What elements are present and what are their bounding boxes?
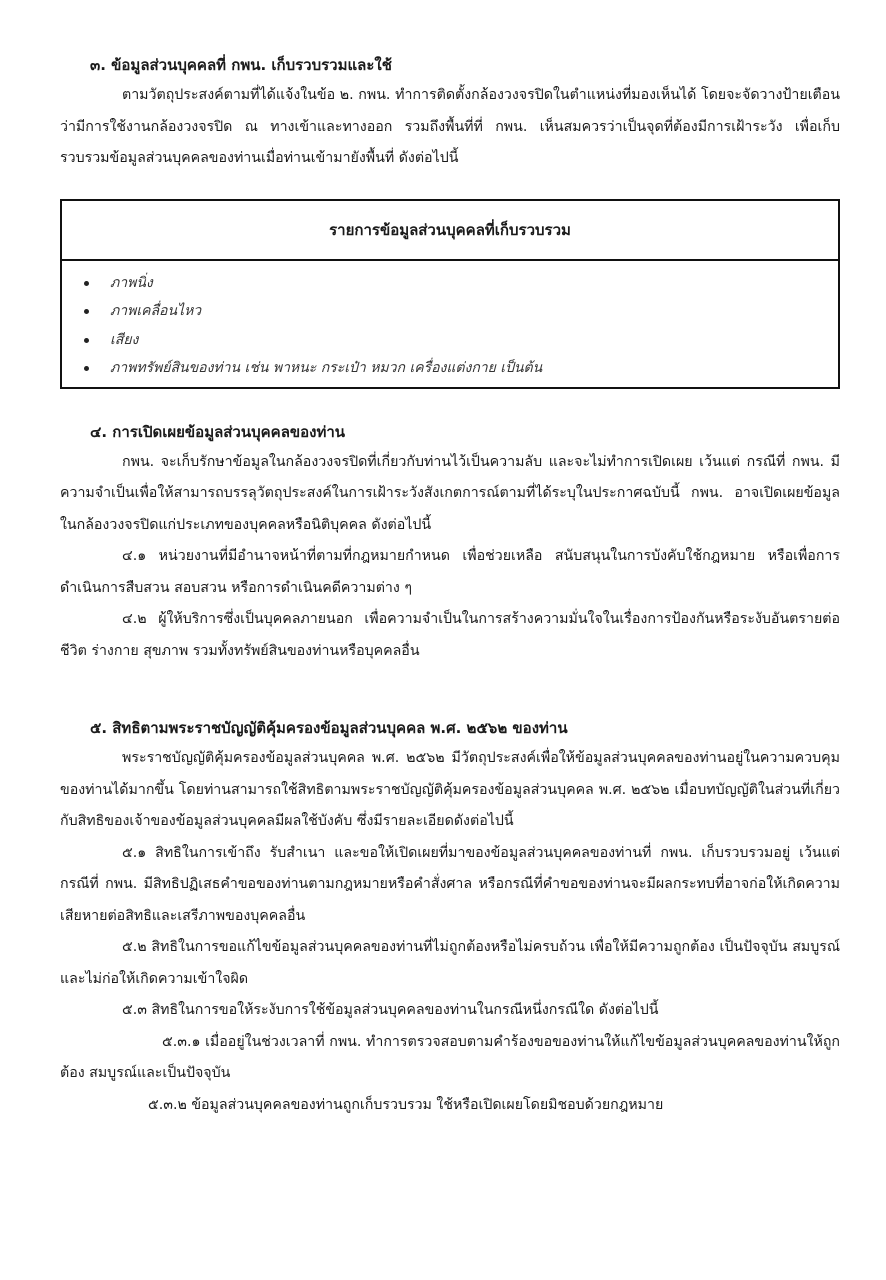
collected-data-table-header: รายการข้อมูลส่วนบุคคลที่เก็บรวบรวม xyxy=(62,201,838,261)
bullet-icon xyxy=(84,309,89,314)
list-item-text: ภาพเคลื่อนไหว xyxy=(110,303,202,319)
section-3 xyxy=(60,52,840,175)
section-5-item-3: ๕.๓ สิทธิในการขอให้ระงับการใช้ข้อมูลส่วนบุคคลของท่านในกรณีหนึ่งกรณีใด ดังต่อไปนี้ xyxy=(122,1002,659,1018)
section-4-body: กพน. จะเก็บรักษาข้อมูลในกล้องวงจรปิดที่เกี่ยวกับท่านไว้เป็นความลับ และจะไม่ทำการเปิดเผย เว้นแต่ กรณีที่ กพน. มีความจำเป็นเพื่อให้สามารถบรรลุวัตถุประสงค์ในการเฝ้าระวังสังเกตการณ์ตามที่ได้ระบุในประกาศฉบับนี้ กพน. อาจเปิดเผยข้อมูลในกล้องวงจรปิดแก่ประเภทของบุคคลหรือนิติบุคคล ดังต่อไปนี้ xyxy=(60,453,840,533)
section-5-heading: ๕. สิทธิตามพระราชบัญญัติคุ้มครองข้อมูลส่วนบุคคล พ.ศ. ๒๕๖๒ ของท่าน xyxy=(90,719,568,737)
list-item xyxy=(62,354,838,383)
section-5-item-2: ๕.๒ สิทธิในการขอแก้ไขข้อมูลส่วนบุคคลของท่านที่ไม่ถูกต้องหรือไม่ครบถ้วน เพื่อให้มีความถูกต้อง เป็นปัจจุบัน สมบูรณ์ และไม่ก่อให้เกิดความเข้าใจผิด xyxy=(60,939,840,987)
section-5-item-3-1: ๕.๓.๑ เมื่ออยู่ในช่วงเวลาที่ กพน. ทำการตรวจสอบตามคำร้องขอของท่านให้แก้ไขข้อมูลส่วนบุคคลของท่านให้ถูกต้อง สมบูรณ์และเป็นปัจจุบัน xyxy=(60,1033,840,1081)
section-3-heading: ๓. ข้อมูลส่วนบุคคลที่ กพน. เก็บรวบรวมและใช้ xyxy=(90,56,392,74)
bullet-icon xyxy=(84,281,89,286)
list-item-text: ภาพทรัพย์สินของท่าน เช่น พาหนะ กระเป๋า หมวก เครื่องแต่งกาย เป็นต้น xyxy=(110,360,543,376)
section-5-item-3-2: ๕.๓.๒ ข้อมูลส่วนบุคคลของท่านถูกเก็บรวบรวม ใช้หรือเปิดเผยโดยมิชอบด้วยกฎหมาย xyxy=(148,1096,664,1113)
list-item-text: ภาพนิ่ง xyxy=(110,274,153,291)
bullet-icon xyxy=(84,338,89,343)
section-5-body: พระราชบัญญัติคุ้มครองข้อมูลส่วนบุคคล พ.ศ. ๒๕๖๒ มีวัตถุประสงค์เพื่อให้ข้อมูลส่วนบุคคลของท่านอยู่ในความควบคุมของท่านได้มากขึ้น โดยท่านสามารถใช้สิทธิตามพระราชบัญญัติคุ้มครองข้อมูลส่วนบุคคล พ.ศ. ๒๕๖๒ เมื่อบทบัญญัติในส่วนที่เกี่ยวกับสิทธิของเจ้าของข้อมูลส่วนบุคคลมีผลใช้บังคับ ซึ่งมีรายละเอียดดังต่อไปนี้ xyxy=(60,750,840,829)
collected-data-list xyxy=(62,261,838,387)
list-item-text: เสียง xyxy=(110,331,139,348)
list-item xyxy=(62,297,838,326)
collected-data-table xyxy=(60,199,840,389)
section-4-item-2: ๔.๒ ผู้ให้บริการซึ่งเป็นบุคคลภายนอก เพื่อความจำเป็นในการสร้างความมั่นใจในเรื่องการป้องกันหรือระงับอันตรายต่อชีวิต ร่างกาย สุขภาพ รวมทั้งทรัพย์สินของท่านหรือบุคคลอื่น xyxy=(60,611,840,659)
document-page xyxy=(60,52,840,1121)
section-4-item-1: ๔.๑ หน่วยงานที่มีอำนาจหน้าที่ตามที่กฎหมายกำหนด เพื่อช่วยเหลือ สนับสนุนในการบังคับใช้กฎหมาย หรือเพื่อการดำเนินการสืบสวน สอบสวน หรือการดำเนินคดีความต่าง ๆ xyxy=(60,548,840,596)
section-4-heading: ๔. การเปิดเผยข้อมูลส่วนบุคคลของท่าน xyxy=(90,422,346,441)
section-4 xyxy=(60,419,840,668)
section-5 xyxy=(60,715,840,1121)
list-item xyxy=(62,326,838,355)
list-item xyxy=(62,269,838,298)
section-3-body: ตามวัตถุประสงค์ตามที่ได้แจ้งในข้อ ๒. กพน. ทำการติดตั้งกล้องวงจรปิดในตำแหน่งที่มองเห็นได้ โดยจะจัดวางป้ายเตือนว่ามีการใช้งานกล้องวงจรปิด ณ ทางเข้าและทางออก รวมถึงพื้นที่ที่ กพน. เห็นสมควรว่าเป็นจุดที่ต้องมีการเฝ้าระวัง เพื่อเก็บรวบรวมข้อมูลส่วนบุคคลของท่านเมื่อท่านเข้ามายังพื้นที่ ดังต่อไปนี้ xyxy=(60,87,840,166)
bullet-icon xyxy=(84,366,89,371)
section-5-item-1: ๕.๑ สิทธิในการเข้าถึง รับสำเนา และขอให้เปิดเผยที่มาของข้อมูลส่วนบุคคลของท่านที่ กพน. เก็บรวบรวมอยู่ เว้นแต่กรณีที่ กพน. มีสิทธิปฏิเสธคำขอของท่านตามกฎหมายหรือคำสั่งศาล หรือกรณีที่คำขอของท่านจะมีผลกระทบที่อาจก่อให้เกิดความเสียหายต่อสิทธิและเสรีภาพของบุคคลอื่น xyxy=(60,844,840,924)
